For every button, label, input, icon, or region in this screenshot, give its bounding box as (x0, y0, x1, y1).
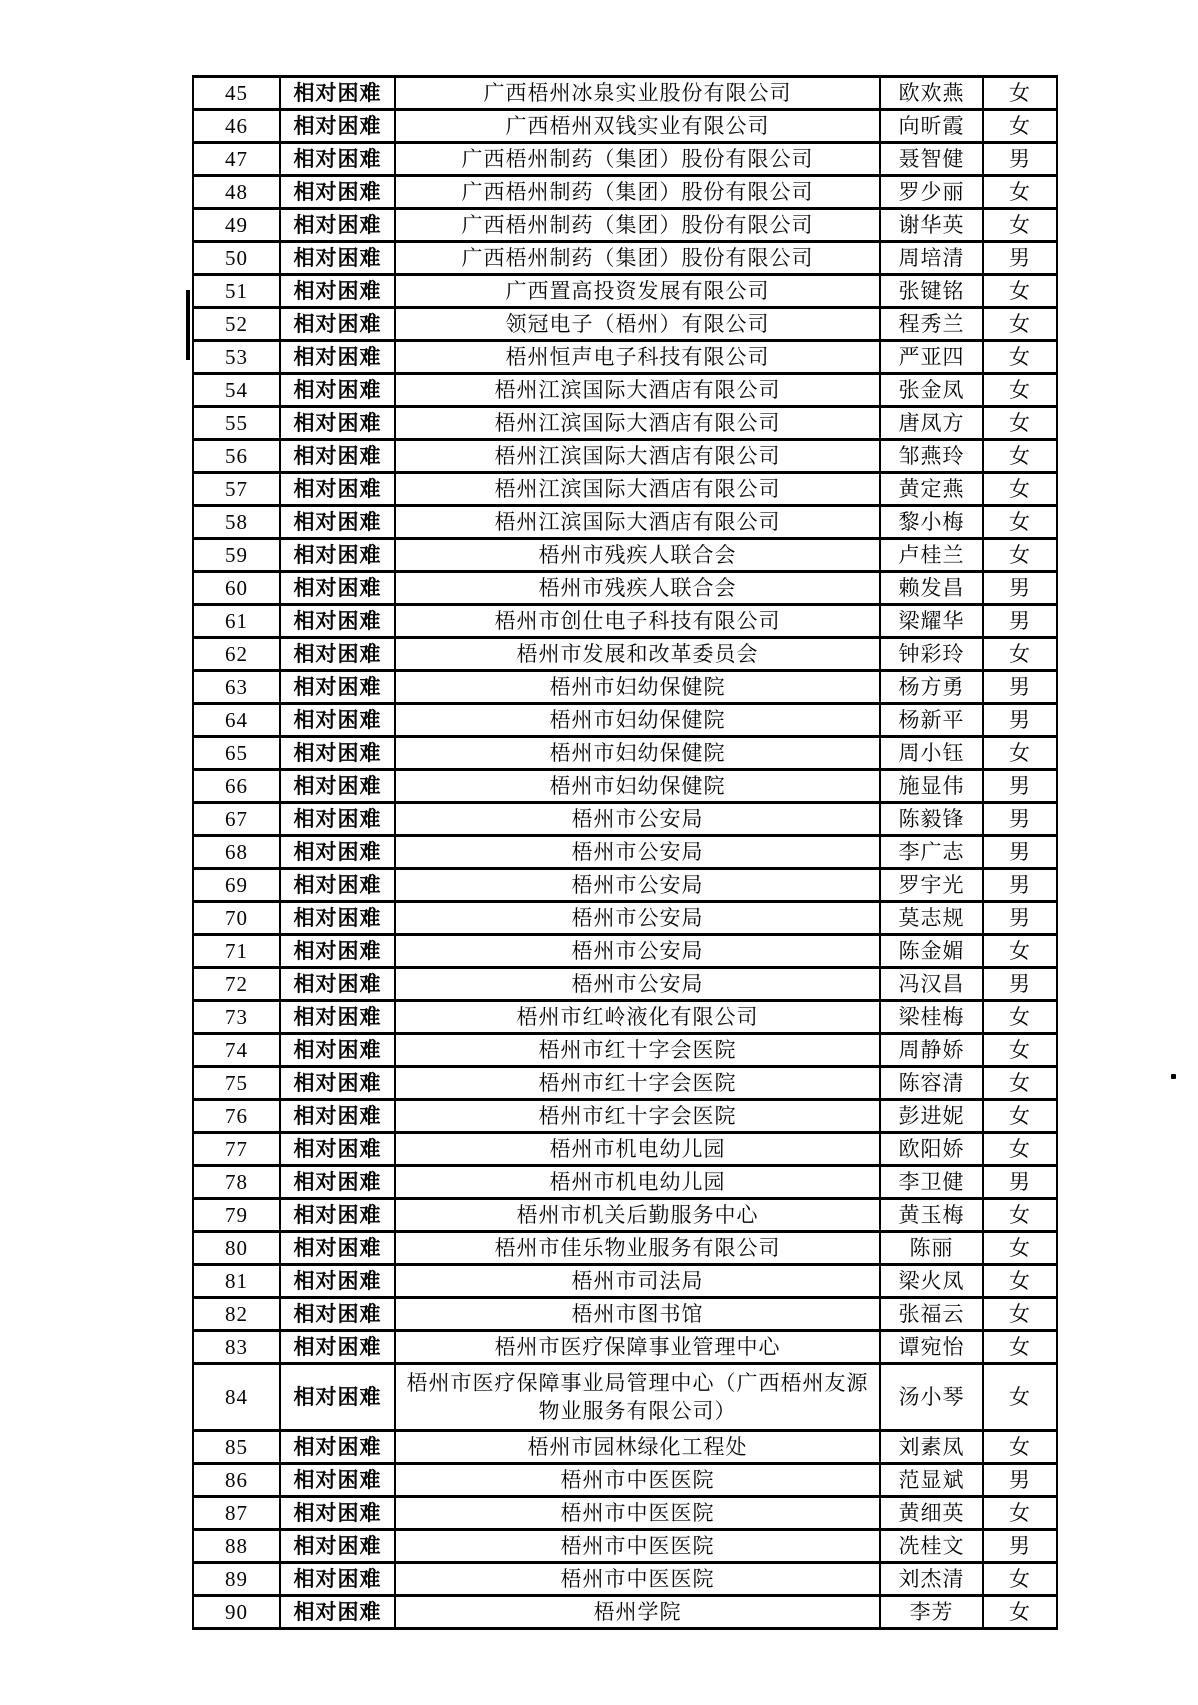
cell-org: 梧州市公安局 (395, 836, 880, 869)
cell-gender: 女 (983, 77, 1057, 110)
cell-gender: 女 (983, 1199, 1057, 1232)
cell-gender: 女 (983, 539, 1057, 572)
cell-no: 90 (193, 1596, 280, 1629)
cell-name: 聂智健 (880, 143, 983, 176)
cell-gender: 女 (983, 935, 1057, 968)
table-row (193, 1563, 1057, 1596)
cell-no: 49 (193, 209, 280, 242)
cell-gender: 女 (983, 1100, 1057, 1133)
cell-category: 相对困难 (280, 704, 395, 737)
table-row (193, 407, 1057, 440)
cell-category: 相对困难 (280, 1298, 395, 1331)
cell-org: 广西梧州制药（集团）股份有限公司 (395, 143, 880, 176)
cell-gender: 女 (983, 341, 1057, 374)
cell-name: 黄玉梅 (880, 1199, 983, 1232)
cell-org: 广西置高投资发展有限公司 (395, 275, 880, 308)
table-row (193, 572, 1057, 605)
cell-category: 相对困难 (280, 836, 395, 869)
cell-gender: 女 (983, 275, 1057, 308)
table-row (193, 902, 1057, 935)
cell-name: 欧阳娇 (880, 1133, 983, 1166)
cell-name: 陈容清 (880, 1067, 983, 1100)
cell-name: 赖发昌 (880, 572, 983, 605)
scan-edge-artifact (186, 290, 190, 360)
cell-category: 相对困难 (280, 572, 395, 605)
cell-gender: 男 (983, 968, 1057, 1001)
cell-no: 53 (193, 341, 280, 374)
cell-org: 广西梧州双钱实业有限公司 (395, 110, 880, 143)
cell-gender: 男 (983, 902, 1057, 935)
cell-name: 黎小梅 (880, 506, 983, 539)
cell-category: 相对困难 (280, 1133, 395, 1166)
cell-org: 梧州市创仕电子科技有限公司 (395, 605, 880, 638)
cell-org: 梧州市公安局 (395, 803, 880, 836)
cell-gender: 男 (983, 143, 1057, 176)
table-row (193, 1596, 1057, 1629)
cell-org: 广西梧州制药（集团）股份有限公司 (395, 209, 880, 242)
cell-category: 相对困难 (280, 1464, 395, 1497)
cell-name: 梁火凤 (880, 1265, 983, 1298)
cell-category: 相对困难 (280, 143, 395, 176)
cell-no: 59 (193, 539, 280, 572)
cell-category: 相对困难 (280, 1530, 395, 1563)
cell-no: 50 (193, 242, 280, 275)
cell-gender: 女 (983, 1133, 1057, 1166)
cell-no: 74 (193, 1034, 280, 1067)
cell-name: 汤小琴 (880, 1364, 983, 1431)
cell-no: 85 (193, 1431, 280, 1464)
scan-dot-artifact (1171, 1074, 1176, 1079)
cell-org: 梧州江滨国际大酒店有限公司 (395, 374, 880, 407)
cell-name: 谢华英 (880, 209, 983, 242)
cell-gender: 男 (983, 704, 1057, 737)
cell-gender: 女 (983, 737, 1057, 770)
cell-org: 梧州市妇幼保健院 (395, 737, 880, 770)
cell-category: 相对困难 (280, 473, 395, 506)
table-row (193, 1001, 1057, 1034)
cell-no: 63 (193, 671, 280, 704)
cell-gender: 女 (983, 1298, 1057, 1331)
cell-gender: 女 (983, 407, 1057, 440)
cell-org: 梧州江滨国际大酒店有限公司 (395, 440, 880, 473)
cell-name: 刘杰清 (880, 1563, 983, 1596)
cell-no: 80 (193, 1232, 280, 1265)
cell-category: 相对困难 (280, 407, 395, 440)
cell-category: 相对困难 (280, 1364, 395, 1431)
cell-org: 梧州市公安局 (395, 968, 880, 1001)
cell-gender: 男 (983, 869, 1057, 902)
cell-gender: 男 (983, 803, 1057, 836)
table-row (193, 869, 1057, 902)
cell-gender: 女 (983, 1265, 1057, 1298)
table-row (193, 704, 1057, 737)
cell-name: 莫志规 (880, 902, 983, 935)
cell-name: 黄定燕 (880, 473, 983, 506)
cell-no: 56 (193, 440, 280, 473)
cell-org: 梧州江滨国际大酒店有限公司 (395, 407, 880, 440)
cell-org: 梧州市机电幼儿园 (395, 1166, 880, 1199)
cell-no: 82 (193, 1298, 280, 1331)
cell-no: 71 (193, 935, 280, 968)
cell-category: 相对困难 (280, 902, 395, 935)
cell-category: 相对困难 (280, 242, 395, 275)
cell-name: 卢桂兰 (880, 539, 983, 572)
cell-gender: 女 (983, 1067, 1057, 1100)
cell-category: 相对困难 (280, 968, 395, 1001)
cell-no: 77 (193, 1133, 280, 1166)
cell-gender: 男 (983, 770, 1057, 803)
cell-category: 相对困难 (280, 770, 395, 803)
cell-category: 相对困难 (280, 869, 395, 902)
cell-org: 梧州市园林绿化工程处 (395, 1431, 880, 1464)
cell-category: 相对困难 (280, 440, 395, 473)
cell-org: 梧州市红十字会医院 (395, 1034, 880, 1067)
cell-category: 相对困难 (280, 1034, 395, 1067)
table-row (193, 1100, 1057, 1133)
cell-no: 76 (193, 1100, 280, 1133)
cell-org: 梧州市红岭液化有限公司 (395, 1001, 880, 1034)
cell-gender: 女 (983, 1563, 1057, 1596)
cell-name: 梁耀华 (880, 605, 983, 638)
cell-name: 李广志 (880, 836, 983, 869)
cell-gender: 女 (983, 110, 1057, 143)
cell-name: 邹燕玲 (880, 440, 983, 473)
cell-org: 梧州市机电幼儿园 (395, 1133, 880, 1166)
cell-gender: 男 (983, 242, 1057, 275)
cell-org: 梧州市红十字会医院 (395, 1100, 880, 1133)
table-row (193, 1166, 1057, 1199)
table-row (193, 605, 1057, 638)
cell-no: 48 (193, 176, 280, 209)
table-row (193, 1298, 1057, 1331)
cell-no: 81 (193, 1265, 280, 1298)
cell-category: 相对困难 (280, 638, 395, 671)
cell-name: 彭进妮 (880, 1100, 983, 1133)
table-row (193, 77, 1057, 110)
cell-category: 相对困难 (280, 341, 395, 374)
cell-gender: 女 (983, 1034, 1057, 1067)
cell-category: 相对困难 (280, 1232, 395, 1265)
table-row (193, 935, 1057, 968)
cell-name: 冯汉昌 (880, 968, 983, 1001)
cell-no: 55 (193, 407, 280, 440)
cell-no: 87 (193, 1497, 280, 1530)
cell-org: 梧州恒声电子科技有限公司 (395, 341, 880, 374)
cell-category: 相对困难 (280, 1100, 395, 1133)
cell-name: 欧欢燕 (880, 77, 983, 110)
cell-org: 梧州市中医医院 (395, 1464, 880, 1497)
cell-org: 梧州江滨国际大酒店有限公司 (395, 506, 880, 539)
table-row (193, 110, 1057, 143)
table-row (193, 803, 1057, 836)
cell-gender: 女 (983, 1331, 1057, 1364)
cell-org: 梧州市中医医院 (395, 1497, 880, 1530)
cell-no: 67 (193, 803, 280, 836)
cell-category: 相对困难 (280, 1563, 395, 1596)
cell-name: 张键铭 (880, 275, 983, 308)
cell-org: 梧州市妇幼保健院 (395, 770, 880, 803)
cell-category: 相对困难 (280, 77, 395, 110)
cell-no: 86 (193, 1464, 280, 1497)
cell-name: 张金凤 (880, 374, 983, 407)
table-row (193, 275, 1057, 308)
cell-no: 66 (193, 770, 280, 803)
cell-category: 相对困难 (280, 1067, 395, 1100)
table-row (193, 1265, 1057, 1298)
cell-no: 54 (193, 374, 280, 407)
cell-no: 60 (193, 572, 280, 605)
cell-gender: 女 (983, 374, 1057, 407)
cell-no: 46 (193, 110, 280, 143)
cell-org: 梧州市残疾人联合会 (395, 572, 880, 605)
cell-org: 领冠电子（梧州）有限公司 (395, 308, 880, 341)
cell-name: 陈毅锋 (880, 803, 983, 836)
cell-no: 89 (193, 1563, 280, 1596)
cell-name: 罗少丽 (880, 176, 983, 209)
cell-category: 相对困难 (280, 1001, 395, 1034)
table-row (193, 176, 1057, 209)
table-row (193, 1067, 1057, 1100)
cell-gender: 女 (983, 506, 1057, 539)
cell-category: 相对困难 (280, 110, 395, 143)
cell-name: 李卫健 (880, 1166, 983, 1199)
cell-no: 61 (193, 605, 280, 638)
cell-no: 65 (193, 737, 280, 770)
cell-no: 69 (193, 869, 280, 902)
cell-name: 李芳 (880, 1596, 983, 1629)
cell-name: 周培清 (880, 242, 983, 275)
cell-name: 陈丽 (880, 1232, 983, 1265)
table-row (193, 341, 1057, 374)
cell-category: 相对困难 (280, 737, 395, 770)
cell-name: 张福云 (880, 1298, 983, 1331)
table-row (193, 473, 1057, 506)
cell-category: 相对困难 (280, 1166, 395, 1199)
table-row (193, 1364, 1057, 1431)
cell-name: 陈金媚 (880, 935, 983, 968)
cell-no: 51 (193, 275, 280, 308)
cell-no: 79 (193, 1199, 280, 1232)
table-row (193, 1199, 1057, 1232)
cell-org: 梧州市中医医院 (395, 1530, 880, 1563)
cell-category: 相对困难 (280, 1596, 395, 1629)
cell-category: 相对困难 (280, 935, 395, 968)
table-row (193, 1497, 1057, 1530)
cell-org: 梧州市公安局 (395, 869, 880, 902)
cell-name: 冼桂文 (880, 1530, 983, 1563)
cell-name: 杨新平 (880, 704, 983, 737)
cell-no: 64 (193, 704, 280, 737)
table-row (193, 539, 1057, 572)
cell-gender: 女 (983, 1596, 1057, 1629)
table-row (193, 638, 1057, 671)
table-row (193, 770, 1057, 803)
table-row (193, 1464, 1057, 1497)
cell-gender: 男 (983, 836, 1057, 869)
cell-category: 相对困难 (280, 1331, 395, 1364)
cell-category: 相对困难 (280, 374, 395, 407)
cell-name: 杨方勇 (880, 671, 983, 704)
table-row (193, 1331, 1057, 1364)
table-row (193, 143, 1057, 176)
table-row (193, 1431, 1057, 1464)
cell-org: 梧州市司法局 (395, 1265, 880, 1298)
cell-org: 梧州市妇幼保健院 (395, 704, 880, 737)
table-row (193, 440, 1057, 473)
cell-no: 45 (193, 77, 280, 110)
cell-no: 83 (193, 1331, 280, 1364)
cell-gender: 男 (983, 1464, 1057, 1497)
cell-org: 梧州市公安局 (395, 935, 880, 968)
table-row (193, 209, 1057, 242)
cell-org: 梧州学院 (395, 1596, 880, 1629)
cell-category: 相对困难 (280, 1431, 395, 1464)
table-body (193, 77, 1057, 1629)
cell-org: 梧州市医疗保障事业管理中心 (395, 1331, 880, 1364)
cell-no: 68 (193, 836, 280, 869)
cell-org: 梧州市中医医院 (395, 1563, 880, 1596)
cell-no: 58 (193, 506, 280, 539)
cell-category: 相对困难 (280, 506, 395, 539)
table-row (193, 308, 1057, 341)
cell-name: 向昕霞 (880, 110, 983, 143)
cell-gender: 女 (983, 176, 1057, 209)
cell-category: 相对困难 (280, 209, 395, 242)
table-row (193, 1232, 1057, 1265)
cell-name: 施显伟 (880, 770, 983, 803)
cell-gender: 女 (983, 209, 1057, 242)
cell-category: 相对困难 (280, 308, 395, 341)
table-row (193, 968, 1057, 1001)
cell-gender: 男 (983, 1166, 1057, 1199)
cell-no: 75 (193, 1067, 280, 1100)
cell-category: 相对困难 (280, 539, 395, 572)
cell-name: 钟彩玲 (880, 638, 983, 671)
table-row (193, 1133, 1057, 1166)
cell-org: 梧州市红十字会医院 (395, 1067, 880, 1100)
cell-gender: 女 (983, 1497, 1057, 1530)
cell-org: 梧州市佳乐物业服务有限公司 (395, 1232, 880, 1265)
cell-name: 黄细英 (880, 1497, 983, 1530)
cell-org: 梧州市公安局 (395, 902, 880, 935)
cell-category: 相对困难 (280, 275, 395, 308)
cell-gender: 女 (983, 1001, 1057, 1034)
cell-no: 72 (193, 968, 280, 1001)
table-row (193, 671, 1057, 704)
cell-name: 罗宇光 (880, 869, 983, 902)
cell-org: 梧州江滨国际大酒店有限公司 (395, 473, 880, 506)
table-row (193, 506, 1057, 539)
record-table (192, 75, 1058, 1630)
cell-no: 57 (193, 473, 280, 506)
cell-no: 52 (193, 308, 280, 341)
cell-category: 相对困难 (280, 803, 395, 836)
cell-name: 谭宛怡 (880, 1331, 983, 1364)
cell-gender: 女 (983, 1364, 1057, 1431)
cell-no: 62 (193, 638, 280, 671)
cell-gender: 男 (983, 605, 1057, 638)
cell-gender: 男 (983, 572, 1057, 605)
cell-name: 周小钰 (880, 737, 983, 770)
cell-gender: 女 (983, 1232, 1057, 1265)
cell-no: 88 (193, 1530, 280, 1563)
cell-name: 严亚四 (880, 341, 983, 374)
cell-gender: 女 (983, 1431, 1057, 1464)
cell-category: 相对困难 (280, 1265, 395, 1298)
cell-org: 梧州市图书馆 (395, 1298, 880, 1331)
cell-no: 78 (193, 1166, 280, 1199)
cell-org: 广西梧州冰泉实业股份有限公司 (395, 77, 880, 110)
cell-no: 47 (193, 143, 280, 176)
table-row (193, 737, 1057, 770)
cell-gender: 男 (983, 1530, 1057, 1563)
cell-org: 梧州市机关后勤服务中心 (395, 1199, 880, 1232)
cell-org: 梧州市发展和改革委员会 (395, 638, 880, 671)
cell-org: 广西梧州制药（集团）股份有限公司 (395, 242, 880, 275)
cell-no: 84 (193, 1364, 280, 1431)
cell-name: 梁桂梅 (880, 1001, 983, 1034)
cell-category: 相对困难 (280, 1199, 395, 1232)
cell-org: 广西梧州制药（集团）股份有限公司 (395, 176, 880, 209)
cell-name: 范显斌 (880, 1464, 983, 1497)
cell-name: 周静娇 (880, 1034, 983, 1067)
cell-org: 梧州市残疾人联合会 (395, 539, 880, 572)
table-row (193, 1034, 1057, 1067)
cell-category: 相对困难 (280, 176, 395, 209)
cell-gender: 女 (983, 473, 1057, 506)
cell-no: 70 (193, 902, 280, 935)
table-row (193, 1530, 1057, 1563)
table-row (193, 374, 1057, 407)
cell-gender: 男 (983, 671, 1057, 704)
cell-name: 程秀兰 (880, 308, 983, 341)
cell-name: 唐凤方 (880, 407, 983, 440)
cell-category: 相对困难 (280, 605, 395, 638)
cell-gender: 女 (983, 308, 1057, 341)
cell-org: 梧州市妇幼保健院 (395, 671, 880, 704)
cell-gender: 女 (983, 638, 1057, 671)
cell-gender: 女 (983, 440, 1057, 473)
table-row (193, 836, 1057, 869)
cell-no: 73 (193, 1001, 280, 1034)
cell-category: 相对困难 (280, 1497, 395, 1530)
cell-name: 刘素凤 (880, 1431, 983, 1464)
cell-category: 相对困难 (280, 671, 395, 704)
cell-org: 梧州市医疗保障事业局管理中心（广西梧州友源物业服务有限公司） (395, 1364, 880, 1431)
table-row (193, 242, 1057, 275)
